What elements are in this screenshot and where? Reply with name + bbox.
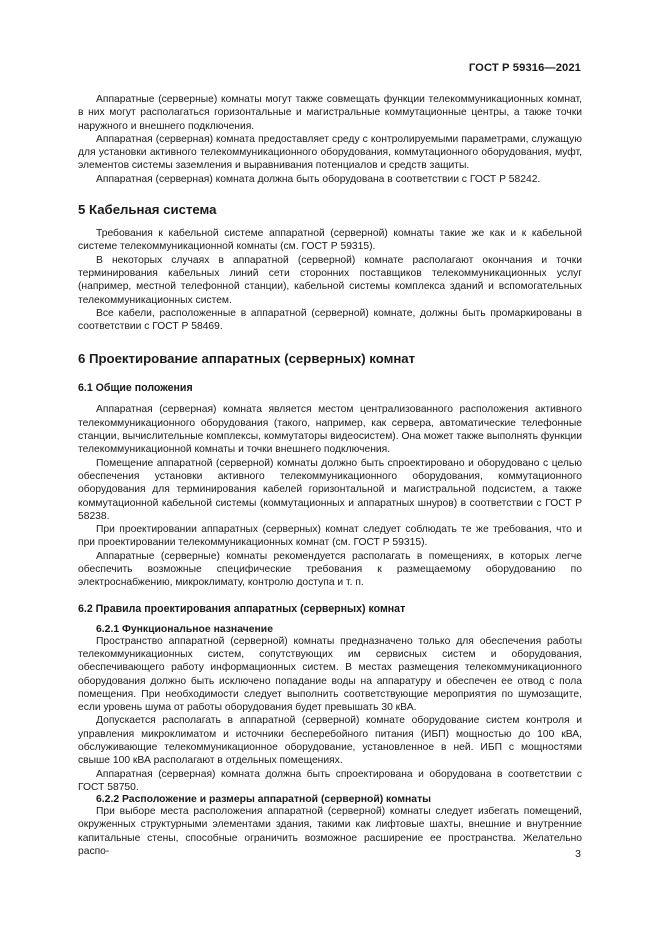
section-heading: 6 Проектирование аппаратных (серверных) комнат xyxy=(78,351,416,367)
paragraph: Все кабели, расположенные в аппаратной (серверной) комнате, должны быть промаркированы в соответствии с ГОСТ Р 58469. xyxy=(78,307,582,333)
paragraph: Аппаратные (серверные) комнаты могут также совмещать функции телекоммуникационных комнат, в них могут располагаться горизонтальные и магистральные коммутационные центры, а также точки наружного и внешнего подключения. xyxy=(78,94,582,132)
section-heading: 5 Кабельная система xyxy=(78,202,217,218)
paragraph: Аппаратная (серверная) комната должна быть оборудована в соответствии с ГОСТ Р 58242. xyxy=(96,173,541,185)
paragraph: В некоторых случаях в аппаратной (серверной) комнате располагают окончания и точки терминирования кабельных линий сети сторонних поставщиков телекоммуникационных услуг (например, местной телефонной станции), кабельной системы комплекса зданий и вспомогательных телекоммуникационных систем. xyxy=(78,254,582,306)
clause-heading: 6.2.1 Функциональное назначение xyxy=(96,623,273,635)
paragraph: Помещение аппаратной (серверной) комнаты должно быть спроектировано и оборудовано с целью обеспечения установки активного телекоммуникационного оборудования, коммутационного оборудования для терминирования кабелей горизонтальной и магистральной подсистем, а также коммутационной кабельной системы (коммутационных и аппаратных шнуров) в соответствии с ГОСТ Р 58238. xyxy=(78,457,582,522)
paragraph: Аппаратная (серверная) комната предоставляет среду с контролируемыми параметрами, служащую для установки активного телекоммуникационного оборудования, коммутационного оборудования, муфт, элементов системы заземления и выравнивания потенциалов и средств защиты. xyxy=(78,133,582,172)
subsection-heading: 6.2 Правила проектирования аппаратных (серверных) комнат xyxy=(78,602,406,615)
paragraph: Требования к кабельной системе аппаратной (серверной) комнаты такие же как и к кабельной системе телекоммуникационной комнаты (см. ГОСТ Р 59315). xyxy=(78,228,582,253)
paragraph: Аппаратная (серверная) комната является местом централизованного расположения активного телекоммуникационного оборудования (такого, например, как сервера, автоматические телефонные станции, вычислительные комплексы, коммутаторы видеосистем). Она может также выполнять функции телекоммуникационной комнаты и точки внешнего подключения. xyxy=(78,404,582,456)
subsection-heading: 6.1 Общие положения xyxy=(78,382,193,395)
page-number: 3 xyxy=(575,848,581,860)
paragraph: При выборе места расположения аппаратной (серверной) комнаты следует избегать помещений, окруженных структурными элементами здания, такими как лифтовые шахты, внешние и внутренние капитальные стены, способные ограничить возможное расширение ее пространства. Желательно распо- xyxy=(78,806,582,858)
paragraph: При проектировании аппаратных (серверных) комнат следует соблюдать те же требования, что и при проектировании телекоммуникационных комнат (см. ГОСТ Р 59315). xyxy=(78,524,582,549)
paragraph: Пространство аппаратной (серверной) комнаты предназначено только для обеспечения работы телекоммуникационных систем, сопутствующих им сервисных систем и оборудования, обеспечивающего работу информационных систем. В местах размещения телекоммуникационного оборудования должно быть исключено попадание воды на аппаратуру и обеспечен ее отвод с пола помещения. При необходимости следует выполнить соответствующие мероприятия по шумозащите, если уровень шума от работы оборудования будет превышать 30 кВА. xyxy=(78,635,582,714)
page-content xyxy=(78,93,582,858)
paragraph: Аппаратная (серверная) комната должна быть спроектирована и оборудована в соответствии с ГОСТ 58750. xyxy=(78,768,582,793)
paragraph: Допускается располагать в аппаратной (серверной) комнате оборудование систем контроля и управления микроклиматом и источники бесперебойного питания (ИБП) мощностью до 100 кВА, обслуживающие телекоммуникационное оборудование, установленное в ней. ИБП с мощностями свыше 100 кВА располагают в отдельных помещениях. xyxy=(78,715,582,767)
document-number: ГОСТ Р 59316—2021 xyxy=(468,62,581,74)
paragraph: Аппаратные (серверные) комнаты рекомендуется располагать в помещениях, в которых легче обеспечить возможные специфические требования к размещаемому оборудованию по электроснабжению, микроклимату, контролю доступа и т. п. xyxy=(78,550,582,589)
clause-heading: 6.2.2 Расположение и размеры аппаратной (серверной) комнаты xyxy=(96,794,432,806)
